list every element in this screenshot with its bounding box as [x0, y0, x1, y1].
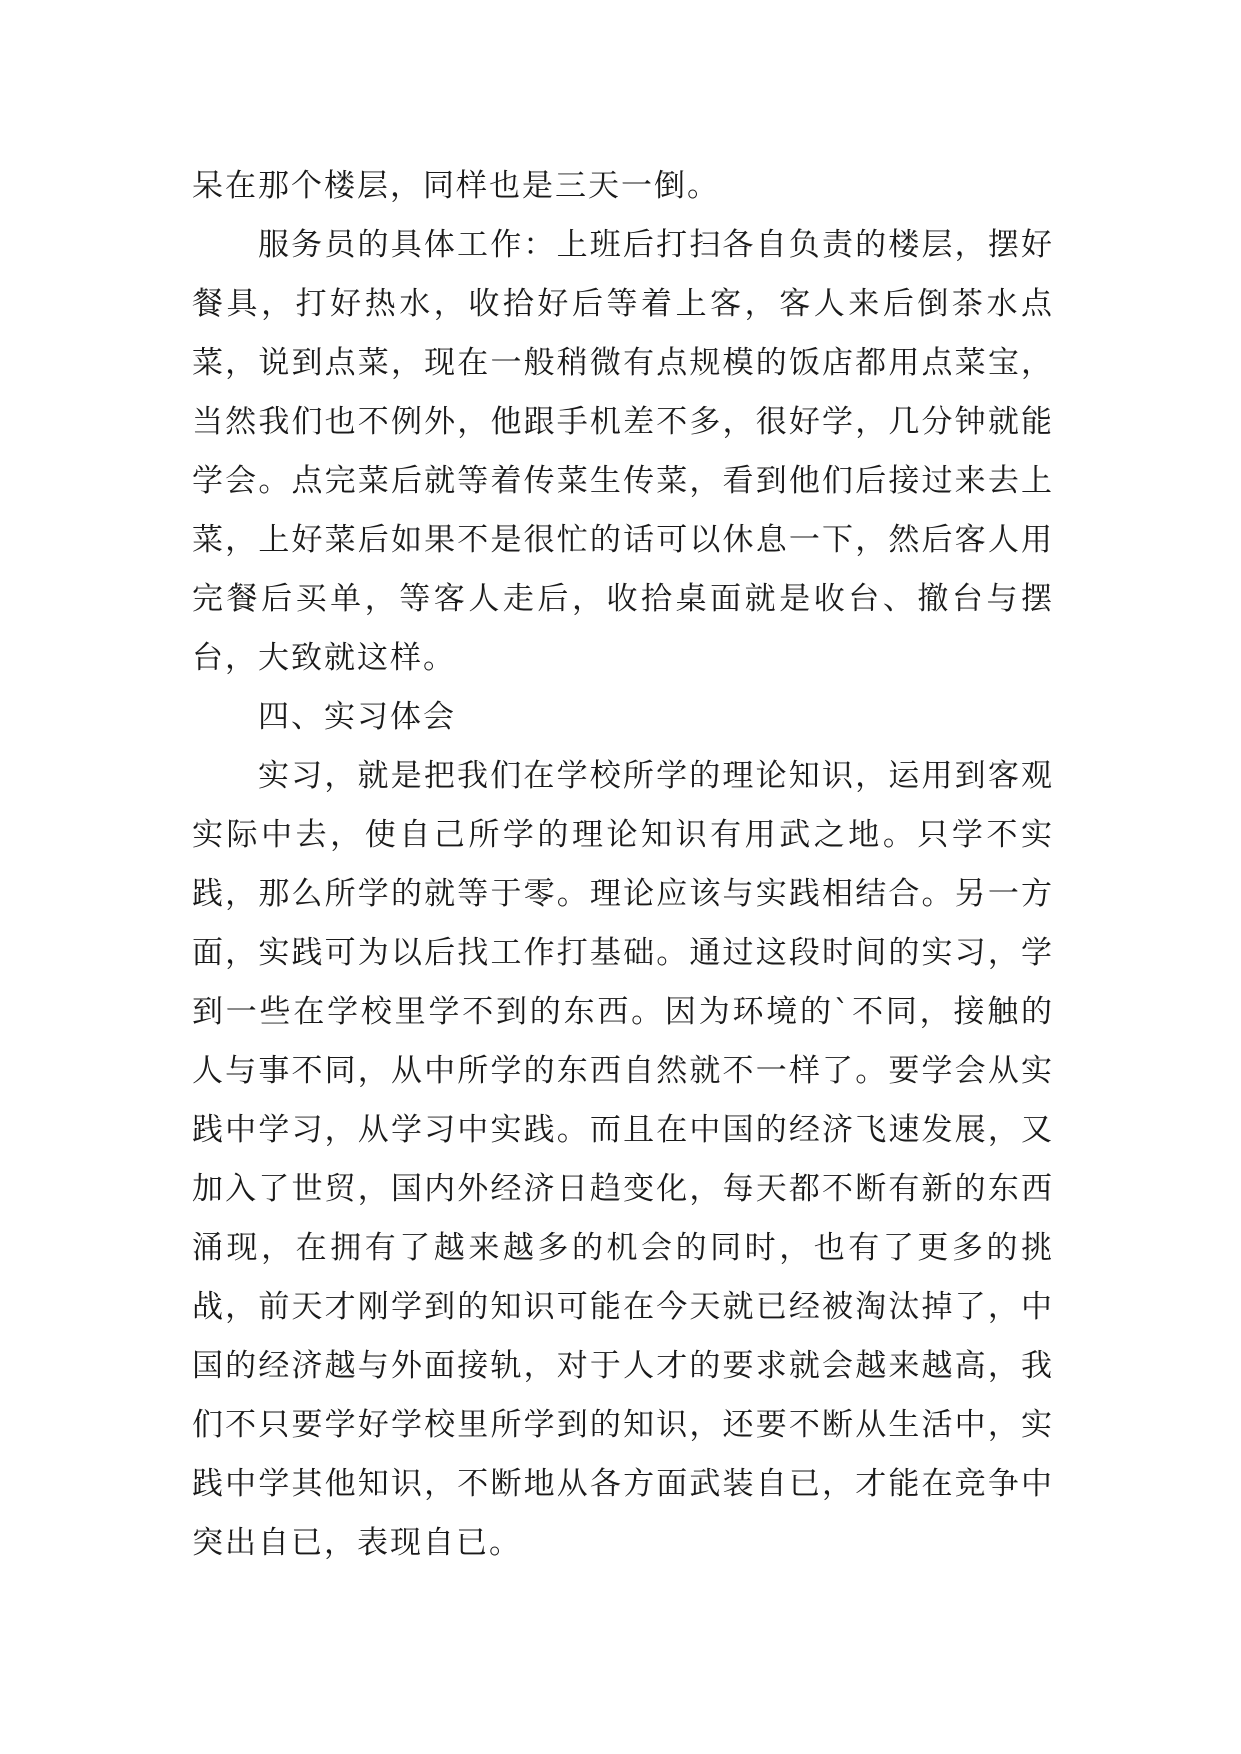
paragraph-waiter-duties: 服务员的具体工作：上班后打扫各自负责的楼层，摆好餐具，打好热水，收拾好后等着上客，客人来后倒茶水点菜，说到点菜，现在一般稍微有点规模的饭店都用点菜宝，当然我们也不例外，他跟手机差不多，很好学，几分钟就能学会。点完菜后就等着传菜生传菜，看到他们后接过来去上菜，上好菜后如果不是很忙的话可以休息一下，然后客人用完餐后买单，等客人走后，收拾桌面就是收台、撤台与摆台，大致就这样。 [192, 227, 1054, 676]
paragraph-internship-reflection: 实习，就是把我们在学校所学的理论知识，运用到客观实际中去，使自己所学的理论知识有用武之地。只学不实践，那么所学的就等于零。理论应该与实践相结合。另一方面，实践可为以后找工作打基础。通过这段时间的实习，学到一些在学校里学不到的东西。因为环境的`不同，接触的人与事不同，从中所学的东西自然就不一样了。要学会从实践中学习，从学习中实践。而且在中国的经济飞速发展，又加入了世贸，国内外经济日趋变化，每天都不断有新的东西涌现，在拥有了越来越多的机会的同时，也有了更多的挑战，前天才刚学到的知识可能在今天就已经被淘汰掉了，中国的经济越与外面接轨，对于人才的要求就会越来越高，我们不只要学好学校里所学到的知识，还要不断从生活中，实践中学其他知识，不断地从各方面武装自已，才能在竞争中突出自已，表现自已。 [192, 758, 1054, 1561]
section-heading-internship-experience: 四、实习体会 [258, 699, 456, 735]
paragraph-continuation: 呆在那个楼层，同样也是三天一倒。 [192, 168, 720, 204]
document-body [192, 157, 1054, 1573]
